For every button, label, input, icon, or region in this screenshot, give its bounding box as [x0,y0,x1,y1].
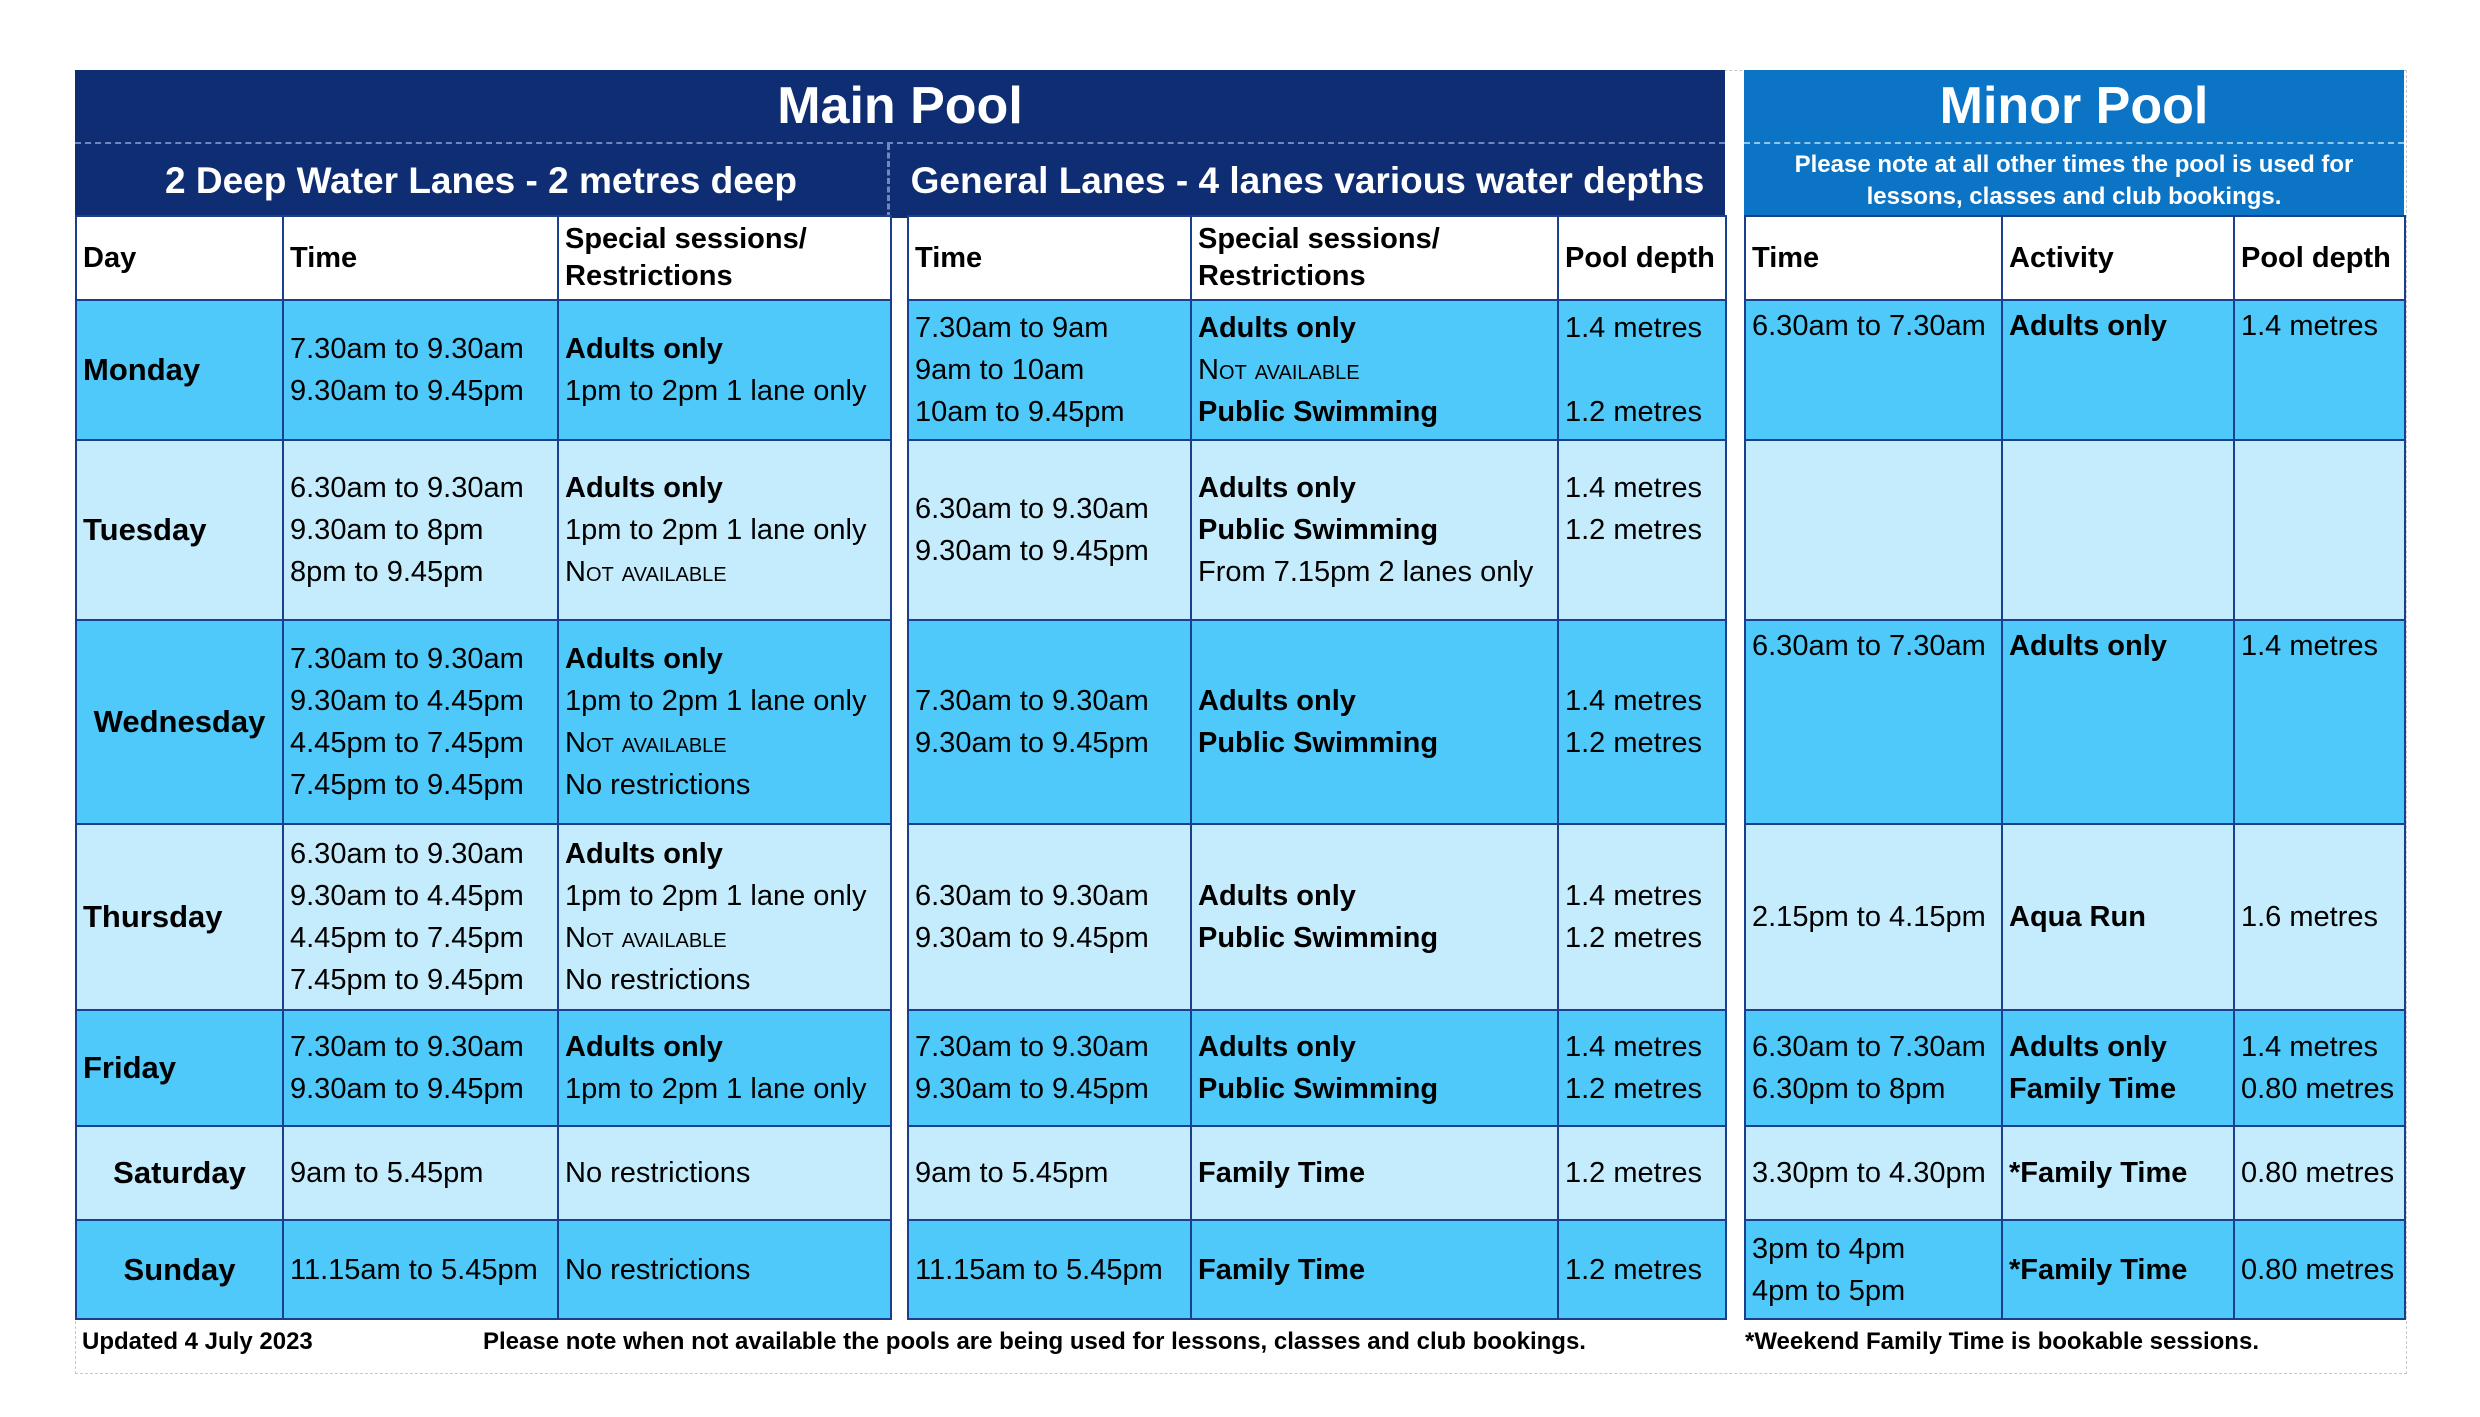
session-label: Not available [1198,354,1360,386]
time-slot: 9.30am to 9.45pm [915,727,1149,759]
session-label: Not available [565,727,727,759]
main-pool-title: Main Pool [75,70,1725,144]
depth-cell [1558,1010,1726,1126]
table-row [76,1126,891,1220]
session-label: 1pm to 2pm 1 lane only [565,880,867,912]
time-slot: 9am to 5.45pm [290,1157,484,1189]
depth-value [1565,551,1719,593]
session-label: Family Time [1198,1157,1366,1189]
special-cell [1191,1126,1558,1220]
depth-cell [1558,824,1726,1010]
time-slot: 8pm to 9.45pm [290,556,484,588]
table-row [76,300,891,440]
depth-value: 1.2 metres [1565,1253,1702,1286]
session-label: No restrictions [565,1157,751,1189]
time-slot: 3.30pm to 4.30pm [1752,1157,1986,1189]
table-row [1745,620,2405,824]
activity-cell [2002,824,2234,1010]
depth-value: 1.4 metres [1565,685,1702,717]
depth-value: 1.2 metres [1565,727,1702,759]
updated-date: Updated 4 July 2023 [82,1328,313,1355]
session-label: Adults only [1198,685,1356,717]
special-cell [558,1220,891,1319]
special-cell [558,1010,891,1126]
time-slot: 9.30am to 4.45pm [290,685,524,717]
depth-value: 1.2 metres [1565,514,1702,546]
time-slot: 4pm to 5pm [1752,1274,1906,1307]
time-slot: 6.30am to 9.30am [290,838,524,870]
depth-value: 1.4 metres [2241,310,2378,342]
activity-cell [2002,620,2234,824]
depth-value: 1.4 metres [1565,312,1702,344]
time-slot: 7.30am to 9.30am [290,643,524,675]
time-slot: 9.30am to 9.45pm [915,535,1149,567]
depth-value: 1.2 metres [1565,396,1702,428]
day-cell: Tuesday [76,440,283,620]
activity-cell [2002,440,2234,620]
header-time: Time [1745,216,2002,300]
depth-value: 0.80 metres [2241,1073,2395,1105]
activity-cell [2002,1220,2234,1319]
table-row [76,440,891,620]
weekend-note: *Weekend Family Time is bookable sessions. [1745,1328,2259,1355]
time-cell [1745,1220,2002,1319]
session-label: Adults only [565,643,723,675]
header-depth: Pool depth [1558,216,1726,300]
time-cell [1745,824,2002,1010]
time-slot: 7.30am to 9am [915,312,1109,344]
depth-cell [2234,1220,2405,1319]
table-row [908,440,1726,620]
time-slot: 9am to 5.45pm [915,1157,1109,1189]
activity-label: Family Time [2009,1073,2177,1105]
session-label: Adults only [1198,880,1356,912]
special-cell [558,620,891,824]
depth-value: 1.4 metres [2241,630,2378,662]
time-slot: 6.30am to 9.30am [290,472,524,504]
table-row [76,1220,891,1319]
header-special: Special sessions/ Restrictions [558,216,891,300]
time-cell [908,1220,1191,1319]
table-row [1745,1220,2405,1319]
depth-cell [1558,300,1726,440]
table-row [76,1010,891,1126]
time-slot: 7.30am to 9.30am [290,1031,524,1063]
minor-pool-panel [1744,70,2404,218]
depth-value: 1.2 metres [1565,1073,1702,1105]
activity-cell [2002,1126,2234,1220]
time-cell [1745,440,2002,620]
time-slot: 7.30am to 9.30am [290,333,524,365]
depth-value [1565,349,1719,391]
activity-label: Adults only [2009,1031,2167,1063]
time-cell [908,1126,1191,1220]
session-label: Public Swimming [1198,922,1439,954]
deep-lanes-table [75,215,892,1320]
main-pool-panel [75,70,1725,218]
time-slot: 7.30am to 9.30am [915,685,1149,717]
header-depth: Pool depth [2234,216,2405,300]
depth-value: 0.80 metres [2241,1157,2395,1189]
depth-cell [2234,620,2405,824]
depth-value: 1.4 metres [2241,1031,2378,1063]
table-row [1745,824,2405,1010]
day-cell: Friday [76,1010,283,1126]
time-cell [283,824,558,1010]
session-label: Not available [565,922,727,954]
activity-label: Aqua Run [2009,901,2146,933]
time-cell [908,620,1191,824]
time-cell [283,440,558,620]
depth-value: 1.4 metres [1565,472,1702,504]
session-label: Adults only [565,1031,723,1063]
header-activity: Activity [2002,216,2234,300]
table-row [1745,1010,2405,1126]
session-label: Public Swimming [1198,727,1439,759]
table-row [76,620,891,824]
time-slot: 6.30am to 7.30am [1752,310,1986,342]
header-time: Time [908,216,1191,300]
day-cell: Saturday [76,1126,283,1220]
session-label: 1pm to 2pm 1 lane only [565,375,867,407]
special-cell [1191,440,1558,620]
special-cell [1191,620,1558,824]
session-label: Adults only [565,333,723,365]
session-label: Public Swimming [1198,1073,1439,1105]
depth-cell [1558,1220,1726,1319]
activity-label: *Family Time [2009,1157,2188,1189]
time-cell [1745,1010,2002,1126]
activity-cell [2002,300,2234,440]
time-cell [1745,1126,2002,1220]
table-row [908,620,1726,824]
special-cell [1191,1220,1558,1319]
time-slot: 7.30am to 9.30am [915,1031,1149,1063]
special-cell [1191,1010,1558,1126]
special-cell [558,1126,891,1220]
session-label: Adults only [1198,312,1356,344]
session-label: Adults only [1198,1031,1356,1063]
time-cell [1745,620,2002,824]
time-slot: 11.15am to 5.45pm [915,1253,1163,1286]
time-cell [908,440,1191,620]
minor-pool-note: Please note at all other times the pool is used for lessons, classes and club bookings. [1744,144,2404,218]
time-slot: 11.15am to 5.45pm [290,1253,538,1286]
general-lanes-table [907,215,1727,1320]
depth-cell [1558,1126,1726,1220]
session-label: Adults only [1198,472,1356,504]
depth-cell [2234,1126,2405,1220]
session-label: 1pm to 2pm 1 lane only [565,514,867,546]
table-row [1745,440,2405,620]
table-row [908,1126,1726,1220]
activity-label: Adults only [2009,630,2167,662]
depth-cell [1558,440,1726,620]
special-cell [1191,824,1558,1010]
table-row [1745,300,2405,440]
day-cell: Wednesday [76,620,283,824]
session-label: Public Swimming [1198,514,1439,546]
time-cell [283,620,558,824]
table-row [908,824,1726,1010]
time-slot: 9am to 10am [915,354,1085,386]
special-cell [1191,300,1558,440]
time-slot: 9.30am to 4.45pm [290,880,524,912]
session-label: No restrictions [565,964,751,996]
session-label: Public Swimming [1198,396,1439,428]
table-row [908,1220,1726,1319]
special-cell [558,300,891,440]
deep-lanes-title: 2 Deep Water Lanes - 2 metres deep [75,144,890,218]
time-cell [1745,300,2002,440]
time-cell [283,1220,558,1319]
time-slot: 6.30am to 9.30am [915,880,1149,912]
session-label: No restrictions [565,769,751,801]
depth-cell [2234,440,2405,620]
depth-value: 1.6 metres [2241,901,2378,933]
table-row [908,300,1726,440]
header-special: Special sessions/ Restrictions [1191,216,1558,300]
day-cell: Thursday [76,824,283,1010]
session-label: 1pm to 2pm 1 lane only [565,685,867,717]
time-cell [908,300,1191,440]
depth-cell [2234,824,2405,1010]
depth-cell [2234,1010,2405,1126]
depth-cell [2234,300,2405,440]
footer-note: Please note when not available the pools are being used for lessons, classes and club bookings. [483,1328,1586,1355]
depth-value: 1.2 metres [1565,1157,1702,1189]
time-cell [908,824,1191,1010]
time-slot: 6.30pm to 8pm [1752,1073,1946,1105]
table-row [76,824,891,1010]
time-slot: 9.30am to 9.45pm [915,922,1149,954]
depth-value: 1.2 metres [1565,922,1702,954]
time-cell [283,1010,558,1126]
time-slot: 9.30am to 8pm [290,514,484,546]
depth-value: 1.4 metres [1565,880,1702,912]
session-label: Adults only [565,472,723,504]
session-label: 1pm to 2pm 1 lane only [565,1073,867,1105]
session-label: From 7.15pm 2 lanes only [1198,556,1534,588]
time-slot: 6.30am to 7.30am [1752,630,1986,662]
table-row [1745,1126,2405,1220]
time-slot: 9.30am to 9.45pm [915,1073,1149,1105]
time-slot: 2.15pm to 4.15pm [1752,901,1986,933]
minor-pool-table [1744,215,2406,1320]
time-slot: 6.30am to 7.30am [1752,1031,1986,1063]
time-slot: 7.45pm to 9.45pm [290,769,524,801]
special-cell [558,440,891,620]
time-cell [283,1126,558,1220]
time-slot: 3pm to 4pm [1752,1232,1906,1265]
session-label: Not available [565,556,727,588]
day-cell: Monday [76,300,283,440]
day-cell: Sunday [76,1220,283,1319]
time-slot: 9.30am to 9.45pm [290,1073,524,1105]
minor-pool-title: Minor Pool [1744,70,2404,144]
special-cell [558,824,891,1010]
header-time: Time [283,216,558,300]
table-row [908,1010,1726,1126]
time-slot: 4.45pm to 7.45pm [290,922,524,954]
time-cell [283,300,558,440]
header-day: Day [76,216,283,300]
activity-cell [2002,1010,2234,1126]
general-lanes-title: General Lanes - 4 lanes various water depths [890,144,1725,218]
depth-value: 0.80 metres [2241,1253,2395,1286]
session-label: Adults only [565,838,723,870]
time-slot: 7.45pm to 9.45pm [290,964,524,996]
time-slot: 9.30am to 9.45pm [290,375,524,407]
time-slot: 6.30am to 9.30am [915,493,1149,525]
activity-label: *Family Time [2009,1253,2188,1286]
session-label: Family Time [1198,1253,1366,1286]
depth-cell [1558,620,1726,824]
activity-label: Adults only [2009,310,2167,342]
depth-value: 1.4 metres [1565,1031,1702,1063]
session-label: No restrictions [565,1253,751,1286]
time-slot: 4.45pm to 7.45pm [290,727,524,759]
time-slot: 10am to 9.45pm [915,396,1125,428]
time-cell [908,1010,1191,1126]
